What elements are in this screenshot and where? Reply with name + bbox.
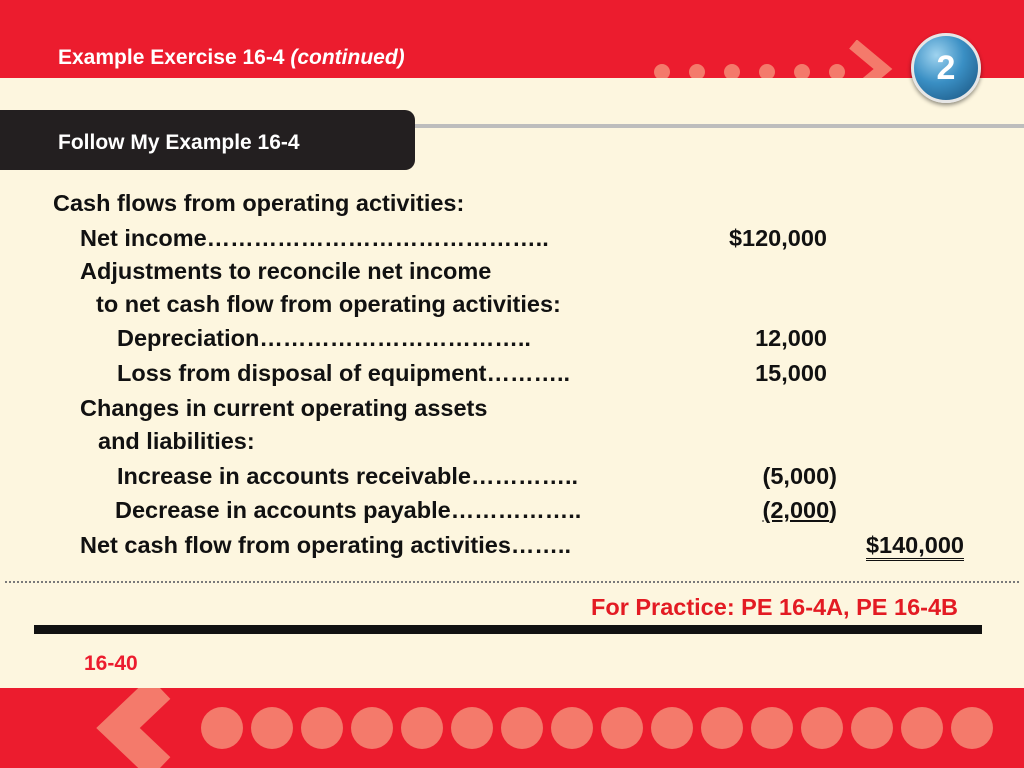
accounts-payable-label: Decrease in accounts payable……………..: [115, 497, 582, 523]
decorative-footer-graphic: [0, 688, 1024, 768]
net-cash-flow-label: Net cash flow from operating activities……..: [80, 532, 571, 558]
loss-on-disposal-amount: 15,000: [755, 360, 827, 386]
depreciation-amount: 12,000: [755, 325, 827, 351]
slide-number: 16-40: [84, 652, 138, 675]
depreciation-label: Depreciation……………………………..: [117, 325, 531, 351]
follow-my-example-tab: Follow My Example 16-4: [0, 110, 415, 170]
changes-label-cont: and liabilities:: [98, 428, 255, 454]
net-income-label: Net income……………………………………..: [80, 225, 549, 251]
loss-on-disposal-label: Loss from disposal of equipment………..: [117, 360, 571, 386]
objective-badge: 2: [911, 33, 981, 103]
adjustments-label: Adjustments to reconcile net income: [80, 258, 492, 284]
footer-rule: [34, 625, 982, 634]
statement-heading: Cash flows from operating activities:: [53, 190, 465, 216]
accounts-receivable-label: Increase in accounts receivable…………..: [117, 463, 579, 489]
net-cash-flow-amount: $140,000: [866, 532, 964, 559]
practice-reference: For Practice: PE 16-4A, PE 16-4B: [590, 594, 958, 620]
changes-label: Changes in current operating assets: [80, 395, 488, 421]
accounts-payable-amount: (2,000): [762, 497, 837, 523]
page-title: Example Exercise 16-4 (continued): [58, 46, 405, 69]
accounts-receivable-amount: (5,000): [762, 463, 837, 489]
net-income-amount: $120,000: [728, 225, 827, 251]
footer-banner: [0, 688, 1024, 768]
dotted-divider: [5, 581, 1019, 583]
adjustments-label-cont: to net cash flow from operating activities:: [96, 291, 561, 317]
